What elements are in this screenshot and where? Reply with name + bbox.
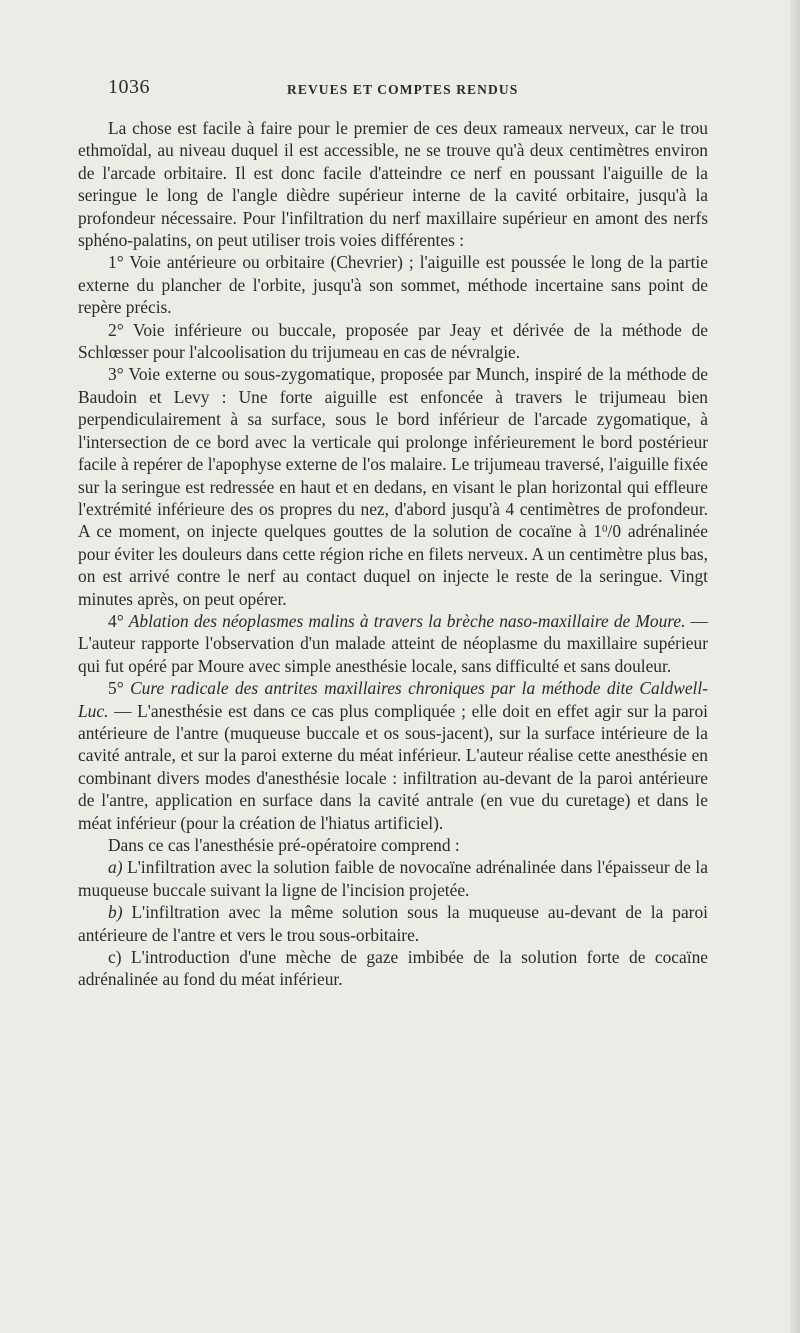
paragraph-item-a: a) L'infiltration avec la solution faible de novocaïne adrénalinée dans l'épaisseur de la muqueuse buccale suivant la ligne de l'incision projetée. bbox=[78, 857, 708, 900]
paragraph-item-b: b) L'infiltration avec la même solution sous la muqueuse au-devant de la paroi antérieure de l'antre et vers le trou sous-orbitaire. bbox=[78, 902, 708, 945]
paragraph-ablation: 4° Ablation des néoplasmes malins à travers la brèche naso-maxillaire de Moure. — L'auteur rapporte l'observation d'un malade atteint de néoplasme du maxillaire supérieur qui fut opéré par Moure avec simple anesthésie locale, sans difficulté et sans douleur. bbox=[78, 610, 708, 676]
paragraph-preop: Dans ce cas l'anesthésie pré-opératoire comprend : bbox=[108, 835, 460, 855]
page-edge bbox=[790, 0, 800, 1333]
running-head: REVUES ET COMPTES RENDUS bbox=[287, 82, 519, 97]
paragraph-voie-1: 1° Voie antérieure ou orbitaire (Chevrier) ; l'aiguille est poussée le long de la partie externe du plancher de l'orbite, jusqu'à son sommet, méthode incertaine sans point de repère précis. bbox=[78, 252, 708, 318]
page-header bbox=[108, 76, 708, 102]
page-number: 1036 bbox=[108, 76, 150, 98]
paragraph-cure-radicale: 5° Cure radicale des antrites maxillaires chroniques par la méthode dite Caldwell-Luc. — L'anesthésie est dans ce cas plus compliquée ; elle doit en effet agir sur la paroi antérieure de l'antre (muqueuse buccale et os sous-jacent), sur la surface intérieure de la cavité antrale, et sur la paroi externe du méat inférieur. L'auteur réalise cette anesthésie en combinant divers modes d'anesthésie locale : infiltration au-devant de la paroi antérieure de l'antre, application en surface dans la cavité antrale (en vue du curetage) et dans le méat inférieur (pour la création de l'hiatus artificiel). bbox=[78, 678, 708, 833]
heading-ablation: Ablation des néoplasmes malins à travers la brèche naso-maxillaire de Moure. bbox=[128, 610, 686, 631]
paragraph-voie-2: 2° Voie inférieure ou buccale, proposée par Jeay et dérivée de la méthode de Schlœsser pour l'alcoolisation du trijumeau en cas de névralgie. bbox=[78, 319, 708, 363]
paragraph-item-c: c) L'introduction d'une mèche de gaze imbibée de la solution forte de cocaïne adrénalinée au fond du méat inférieur. bbox=[78, 947, 708, 990]
paragraph-voie-3: 3° Voie externe ou sous-zygomatique, proposée par Munch, inspiré de la méthode de Baudoin et Levy : Une forte aiguille est enfoncée à travers le trijumeau bien perpendiculairement à sa surface, sous le bord inférieur de l'arcade zygomatique, à l'intersection de ce bord avec la verticale qui prolonge inférieurement le bord postérieur facile à repérer de l'apophyse externe de l'os malaire. Le trijumeau traversé, l'aiguille fixée sur la seringue est redressée en haut et en dedans, en visant le plan horizontal qui effleure l'extrémité inférieure des os propres du nez, d'abord jusqu'à 4 centimètres de profondeur. A ce moment, on injecte quelques gouttes de la solution de cocaïne à $1^0/0$ adrénalinée pour éviter les douleurs dans cette région riche en filets nerveux. A un centimètre plus bas, on est arrivé contre le nerf au contact duquel on injecte le reste de la seringue. Vingt minutes après, on peut opérer. bbox=[78, 364, 708, 609]
body-text bbox=[78, 117, 708, 991]
paragraph-intro: La chose est facile à faire pour le premier de ces deux rameaux nerveux, car le trou ethmoïdal, au niveau duquel il est accessible, ne se trouve qu'à deux centimètres environ de l'arcade orbitaire. Il est donc facile d'atteindre ce nerf en poussant l'aiguille de la seringue le long de l'angle dièdre supérieur interne de la cavité orbitaire, jusqu'à la profondeur nécessaire. Pour l'infiltration du nerf maxillaire supérieur en amont des nerfs sphéno-palatins, on peut utiliser trois voies différentes : bbox=[78, 118, 708, 251]
heading-cure-radicale: Cure radicale des antrites maxillaires chroniques par la méthode dite Caldwell-Luc. bbox=[78, 678, 708, 721]
